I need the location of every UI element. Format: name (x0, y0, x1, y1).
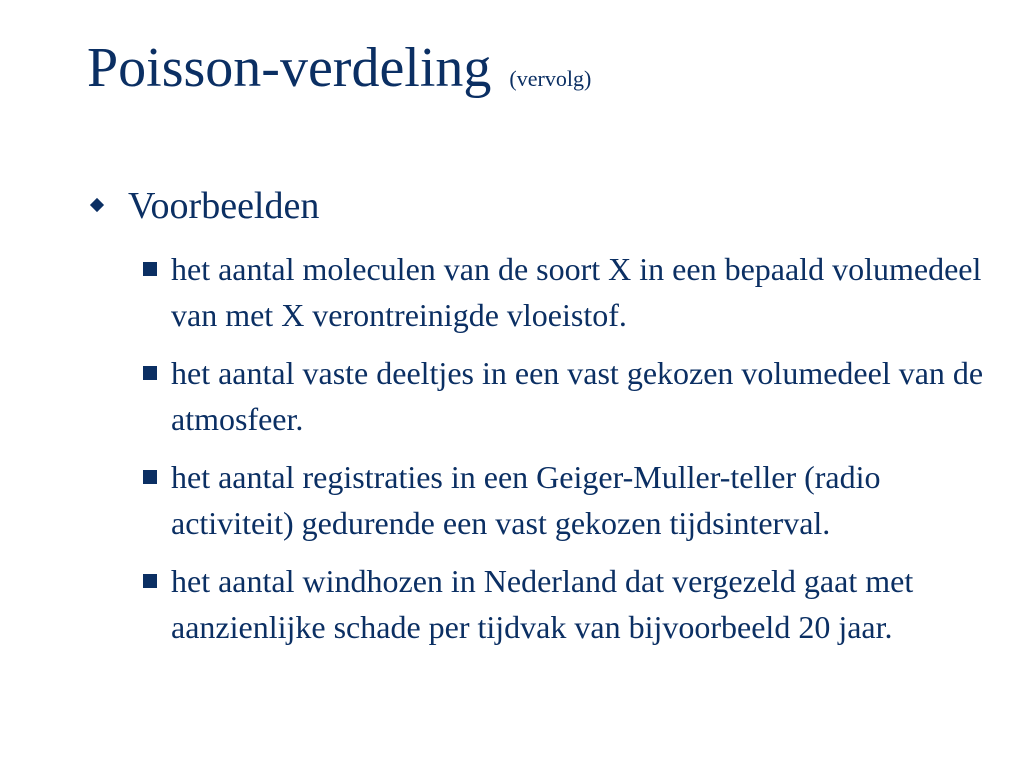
diamond-bullet-icon (90, 198, 104, 212)
sub-bullet-text: het aantal moleculen van de soort X in een bepaald volumedeel van met X verontreinigde vloeistof. (171, 251, 982, 333)
sub-bullet-item (141, 246, 1001, 338)
sub-bullet-text: het aantal windhozen in Nederland dat vergezeld gaat met aanzienlijke schade per tijdvak van bijvoorbeeld 20 jaar. (171, 563, 914, 645)
square-bullet-icon (143, 574, 157, 588)
sub-bullet-text: het aantal registraties in een Geiger-Muller-teller (radio activiteit) gedurende een vast gekozen tijdsinterval. (171, 459, 881, 541)
bullet-label: Voorbeelden (128, 185, 320, 227)
sub-bullet-list (141, 246, 1001, 662)
square-bullet-icon (143, 262, 157, 276)
sub-bullet-text: het aantal vaste deeltjes in een vast gekozen volumedeel van de atmosfeer. (171, 355, 984, 437)
sub-bullet-item (141, 454, 1001, 546)
sub-bullet-item (141, 558, 1001, 650)
bullet-item-voorbeelden (92, 181, 992, 231)
square-bullet-icon (143, 470, 157, 484)
sub-bullet-item (141, 350, 1001, 442)
title-suffix: (vervolg) (509, 66, 592, 91)
slide-title (87, 32, 591, 115)
square-bullet-icon (143, 366, 157, 380)
title-main: Poisson-verdeling (87, 37, 492, 99)
bullet-list (92, 181, 992, 231)
